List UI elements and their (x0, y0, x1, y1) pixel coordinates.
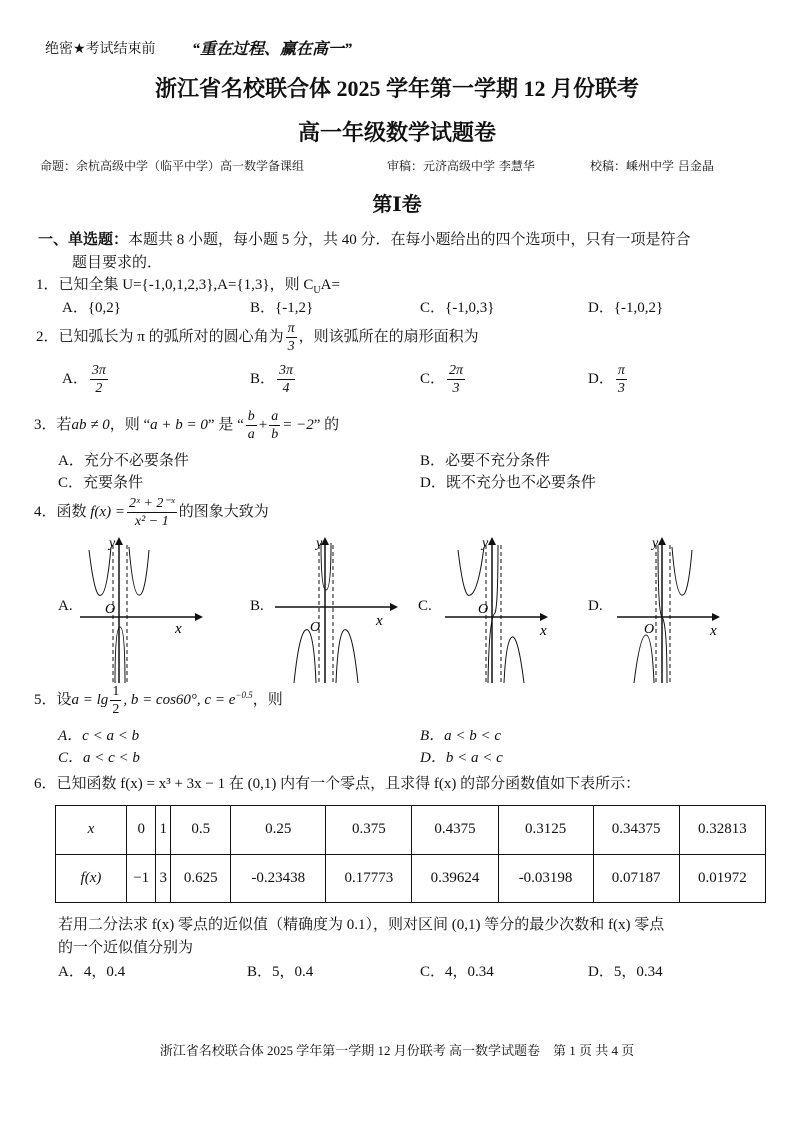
q2-option-b: B． $\frac{3\pi}{4}$ (250, 363, 294, 396)
question-1 (36, 273, 340, 296)
q6-option-d: D．5，0.34 (588, 964, 663, 980)
section-text: 本题共 8 小题，每小题 5 分，共 40 分．在每小题给出的四个选项中，只有一项是符合 (128, 232, 691, 248)
q2-option-c: C． $\frac{2\pi}{3}$ (420, 363, 464, 396)
table-row: x 0 1 0.5 0.25 0.375 0.4375 0.3125 0.34375 0.32813 (56, 806, 766, 855)
q1-option-b: B．{-1,2} (250, 300, 314, 316)
question-3: 3．若ab ≠ 0，则 “a + b = 0” 是 “ $\frac{b}{a}$ + $\frac{a}{b}$ = −2” 的 (34, 409, 340, 442)
q3-option-b: B．必要不充分条件 (420, 453, 551, 469)
q6-followup-cont: 的一个近似值分别为 (58, 940, 194, 956)
q4-option-a-label: A. (58, 598, 73, 614)
section-intro (38, 228, 691, 249)
q2-stem: 2．已知弧长为 π 的弧所对的圆心角为 (36, 328, 284, 345)
svg-text:x: x (376, 613, 383, 629)
svg-text:x: x (710, 623, 717, 639)
q2-stem-end: ，则该弧所在的扇形面积为 (298, 328, 479, 345)
q6-option-a: A．4，0.4 (58, 964, 126, 980)
q4-option-b-label: B. (250, 598, 264, 614)
q6-followup: 若用二分法求 f(x) 零点的近似值（精确度为 0.1），则对区间 (0,1) 等分的最少次数和 f(x) 零点 (58, 917, 665, 933)
function-value-table (55, 805, 766, 903)
reviewer-credit: 审稿：元济高级中学 李慧华 (387, 159, 535, 173)
q5-option-a: A．c < a < b (58, 728, 140, 744)
q1-subscript: U (313, 285, 321, 296)
svg-text:O: O (478, 602, 489, 617)
q5-option-b: B．a < b < c (420, 728, 502, 744)
svg-text:y: y (316, 536, 323, 551)
q6-option-b: B．5，0.4 (247, 964, 314, 980)
svg-text:y: y (482, 536, 489, 551)
q6-option-c: C．4，0.34 (420, 964, 494, 980)
q1-stem: 1．已知全集 U={-1,0,1,2,3},A={1,3}，则 C (36, 277, 314, 293)
q2-option-d: D． $\frac{\pi}{3}$ (588, 363, 625, 396)
confidential-mark: 绝密★考试结束前 (45, 41, 156, 57)
svg-text:O: O (310, 620, 321, 635)
q5-option-d: D．b < a < c (420, 750, 503, 766)
q1-option-d: D．{-1,0,2} (588, 300, 664, 316)
page-footer: 浙江省名校联合体 2025 学年第一学期 12 月份联考 高一数学试题卷 第 1 页 共 4 页 (159, 1043, 635, 1058)
svg-text:x: x (540, 623, 547, 639)
q2-angle-fraction: $\frac{\pi}{3}$ (287, 321, 295, 354)
proofreader-credit: 校稿：嵊州中学 吕金晶 (590, 159, 714, 173)
question-4: 4．函数 f(x) = $\frac{\text{2ˣ + 2⁻ˣ}}{\text{x² − 1}}$ 的图象大致为 (34, 496, 269, 529)
q4-graph-b (270, 535, 400, 685)
svg-text:y: y (652, 536, 659, 551)
svg-text:x: x (175, 621, 182, 637)
q4-option-d-label: D. (588, 598, 603, 614)
question-2 (36, 320, 479, 355)
origin-label: O (105, 602, 116, 617)
q3-option-a: A．充分不必要条件 (58, 453, 189, 469)
q5-option-c: C．a < c < b (58, 750, 140, 766)
q4-graph-a (75, 535, 205, 685)
q4-graph-c (440, 535, 570, 685)
q4-graph-d (612, 535, 742, 685)
q1-option-c: C．{-1,0,3} (420, 300, 495, 316)
question-6: 6．已知函数 f(x) = x³ + 3x − 1 在 (0,1) 内有一个零点，且求得 f(x) 的部分函数值如下表所示： (34, 776, 641, 792)
q1-stem-end: A= (320, 277, 340, 293)
q3-option-c: C．充要条件 (58, 475, 144, 491)
section-label: 一、单选题： (38, 232, 129, 248)
q4-option-c-label: C. (418, 598, 432, 614)
slogan: “重在过程、赢在高一” (192, 41, 353, 58)
question-5: 5．设a = lg $\frac{1}{2}$ , b = cos60°, $c = e^{-0.5}$，则 (34, 684, 283, 717)
volume-heading: 第Ⅰ卷 (372, 194, 422, 216)
q3-option-d: D．既不充分也不必要条件 (420, 475, 596, 491)
q2-option-a: A． $\frac{3\pi}{2}$ (62, 363, 106, 396)
exam-title: 浙江省名校联合体 2025 学年第一学期 12 月份联考 (154, 76, 639, 101)
author-credit: 命题：余杭高级中学（临平中学）高一数学备课组 (40, 159, 305, 173)
table-row: f(x) −1 3 0.625 -0.23438 0.17773 0.39624 -0.03198 0.07187 0.01972 (56, 854, 766, 903)
svg-text:y: y (109, 536, 116, 551)
exam-subtitle: 高一年级数学试题卷 (297, 120, 496, 145)
section-text-cont: 题目要求的． (72, 255, 163, 271)
q1-option-a: A．{0,2} (62, 300, 121, 316)
svg-text:O: O (644, 622, 655, 637)
